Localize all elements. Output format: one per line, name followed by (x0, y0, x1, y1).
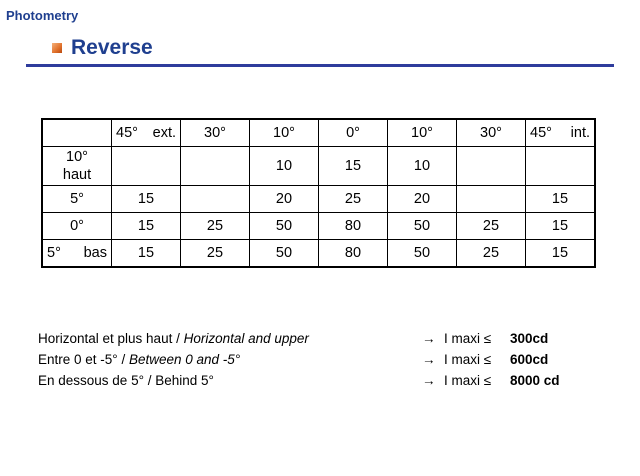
requirement-line (38, 370, 598, 391)
table-cell: 20 (250, 186, 319, 213)
table-cell: 15 (112, 213, 181, 240)
requirement-french: Entre 0 et -5° (38, 352, 118, 367)
table-cell: 20 (388, 186, 457, 213)
table-cell: 50 (388, 240, 457, 268)
table-cell: 50 (388, 213, 457, 240)
square-bullet-icon (52, 43, 62, 53)
table-cell (181, 147, 250, 186)
requirement-text (38, 349, 240, 370)
column-header-angle: 45° (530, 125, 552, 141)
table-header-row (42, 119, 595, 147)
requirement-text (38, 328, 309, 349)
intensity-requirements (38, 328, 598, 391)
row-header-side: haut (62, 167, 92, 183)
table-cell: 15 (526, 186, 596, 213)
column-header-30-left: 30° (181, 119, 250, 147)
row-header-side: bas (83, 245, 107, 261)
table-cell: 25 (319, 186, 388, 213)
table-cell: 15 (526, 213, 596, 240)
column-header-45-ext (112, 119, 181, 147)
table-cell: 25 (181, 240, 250, 268)
row-header-5-bas (42, 240, 112, 268)
row-header-0: 0° (42, 213, 112, 240)
requirement-english: Horizontal and upper (183, 331, 309, 346)
arrow-icon: → (422, 373, 436, 388)
table-cell: 10 (250, 147, 319, 186)
table-row (42, 213, 595, 240)
table-cell (526, 147, 596, 186)
requirement-text (38, 370, 214, 391)
table-cell: 25 (457, 213, 526, 240)
column-header-10-left: 10° (250, 119, 319, 147)
table-cell: 50 (250, 240, 319, 268)
table-row (42, 147, 595, 186)
requirement-separator: / (143, 373, 156, 388)
table-cell: 25 (457, 240, 526, 268)
column-header-0: 0° (319, 119, 388, 147)
requirement-value: 600cd (510, 352, 549, 367)
photometry-table (41, 118, 596, 268)
row-header-5: 5° (42, 186, 112, 213)
requirement-line (38, 328, 598, 349)
requirement-french: Horizontal et plus haut (38, 331, 173, 346)
row-header-angle: 10° (66, 149, 88, 165)
column-header-side: int. (570, 125, 590, 141)
requirement-limit: I maxi ≤ (444, 373, 492, 388)
title-divider (26, 64, 614, 67)
arrow-icon: → (422, 331, 436, 346)
requirement-separator: / (117, 352, 129, 367)
table-corner-cell (42, 119, 112, 147)
table-row (42, 186, 595, 213)
table-cell (181, 186, 250, 213)
table-cell: 25 (181, 213, 250, 240)
row-header-10-haut (42, 147, 112, 186)
table-cell: 15 (319, 147, 388, 186)
requirement-english: Between 0 and -5° (128, 352, 241, 367)
table-cell (457, 147, 526, 186)
table-cell: 10 (388, 147, 457, 186)
requirement-french: En dessous de 5° (38, 373, 144, 388)
section-label: Photometry (6, 8, 79, 23)
title-row (52, 36, 153, 60)
table-cell: 15 (112, 240, 181, 268)
requirement-separator: / (172, 331, 184, 346)
requirement-value: 300cd (510, 331, 549, 346)
row-header-angle: 5° (47, 245, 61, 261)
table-cell (112, 147, 181, 186)
arrow-icon: → (422, 352, 436, 367)
table-row (42, 240, 595, 268)
table-cell: 50 (250, 213, 319, 240)
column-header-30-right: 30° (457, 119, 526, 147)
table-cell: 80 (319, 213, 388, 240)
requirement-limit: I maxi ≤ (444, 352, 492, 367)
requirement-line (38, 349, 598, 370)
column-header-45-int (526, 119, 596, 147)
column-header-10-right: 10° (388, 119, 457, 147)
table-cell: 15 (112, 186, 181, 213)
requirement-english: Behind 5° (155, 373, 214, 388)
page-title: Reverse (71, 36, 153, 59)
table-cell: 80 (319, 240, 388, 268)
requirement-value: 8000 cd (510, 373, 560, 388)
column-header-angle: 45° (116, 125, 138, 141)
requirement-limit: I maxi ≤ (444, 331, 492, 346)
column-header-side: ext. (152, 125, 176, 141)
table-cell (457, 186, 526, 213)
table-cell: 15 (526, 240, 596, 268)
